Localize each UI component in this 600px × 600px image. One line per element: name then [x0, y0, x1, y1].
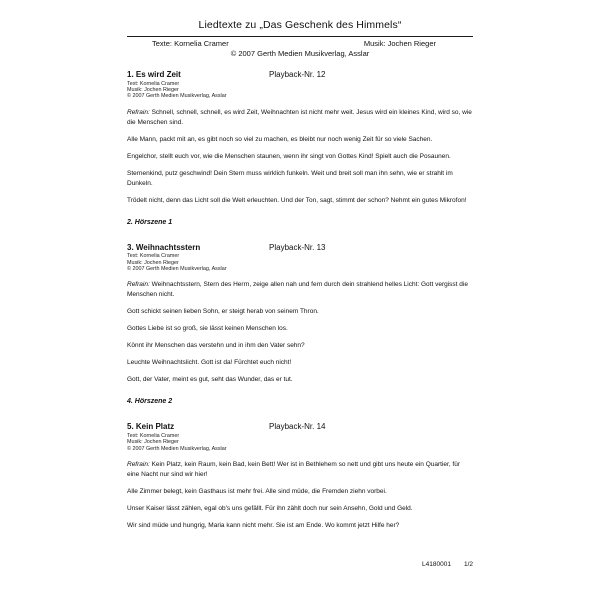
song-credit-line: Text: Kornelia Cramer — [127, 80, 180, 87]
song-lyrics — [127, 280, 473, 385]
playback-number: Playback-Nr. 14 — [269, 422, 326, 432]
refrain-label: Refrain: — [127, 461, 152, 469]
song-lyrics — [127, 460, 473, 531]
lyric-paragraph: Alle Zimmer belegt, kein Gasthaus ist mehr frei. Alle sind müde, die Fremden ziehn vorbei. — [127, 488, 387, 496]
lyric-paragraph: Alle Mann, packt mit an, es gibt noch so viel zu machen, es bleibt nur noch wenig Zeit für so viele Sachen. — [127, 135, 433, 143]
lyric-paragraph: Engelchor, stellt euch vor, wie die Menschen staunen, wenn ihr singt von Gottes Kind! Spielt auch die Posaunen. — [127, 152, 451, 160]
lyric-paragraph: Refrain: Weihnachtsstern, Stern des Herrn, zeige allen nah und fern durch dein strahlend helles Licht: Gott vergisst die Menschen nicht. — [127, 281, 468, 299]
song-title: 1. Es wird Zeit — [127, 70, 181, 79]
lyric-paragraph: Könnt ihr Menschen das verstehn und in ihm den Vater sehn? — [127, 342, 305, 350]
scene-heading: 2. Hörszene 1 — [127, 218, 173, 226]
song-credit-line: Musik: Jochen Rieger — [127, 439, 179, 446]
header-credits-row — [127, 37, 473, 48]
document-title: Liedtexte zu „Das Geschenk des Himmels“ — [198, 19, 402, 31]
song-credit-line: Text: Kornelia Cramer — [127, 432, 180, 439]
refrain-label: Refrain: — [127, 108, 152, 116]
lyric-paragraph: Gott schickt seinen lieben Sohn, er steigt herab von seinem Thron. — [127, 308, 319, 316]
refrain-label: Refrain: — [127, 281, 152, 289]
lyric-paragraph: Gottes Liebe ist so groß, sie lässt keinen Menschen los. — [127, 325, 288, 333]
page-footer — [422, 561, 473, 568]
song-lyrics — [127, 108, 473, 206]
song-heading — [127, 422, 473, 431]
playback-number: Playback-Nr. 13 — [269, 242, 326, 252]
lyric-paragraph: Leuchte Weihnachtslicht. Gott ist da! Fürchtet euch nicht! — [127, 359, 292, 367]
header-copyright: © 2007 Gerth Medien Musikverlag, Asslar — [230, 49, 370, 58]
lyric-paragraph: Refrain: Kein Platz, kein Raum, kein Bad, kein Bett! Wer ist in Bethlehem so nett und gibt uns heute ein Quartier, für eine Nacht nur sind wir hier! — [127, 461, 461, 479]
song-section — [127, 70, 473, 206]
song-heading — [127, 243, 473, 252]
song-credit-line: © 2007 Gerth Medien Musikverlag, Asslar — [127, 93, 227, 100]
song-credit-line: © 2007 Gerth Medien Musikverlag, Asslar — [127, 266, 227, 273]
lyric-paragraph: Gott, der Vater, meint es gut, seht das Wunder, das er tut. — [127, 376, 293, 384]
song-credit-line: © 2007 Gerth Medien Musikverlag, Asslar — [127, 445, 227, 452]
lyric-paragraph: Wir sind müde und hungrig, Maria kann nicht mehr. Sie ist am Ende. Wo kommt jetzt Hilfe her? — [127, 522, 400, 530]
header-texte-credit: Texte: Kornelia Cramer — [152, 39, 229, 48]
song-credits — [127, 81, 473, 100]
lyric-paragraph: Sternenkind, putz geschwind! Dein Stern muss wirklich funkeln. Weit und breit soll man ihn sehn, wie er strahlt im Dunkeln. — [127, 169, 453, 187]
song-credit-line: Text: Kornelia Cramer — [127, 253, 180, 260]
song-credit-line: Musik: Jochen Rieger — [127, 86, 179, 93]
song-heading — [127, 70, 473, 79]
scene-heading: 4. Hörszene 2 — [127, 398, 173, 406]
song-title: 5. Kein Platz — [127, 422, 175, 432]
song-credits — [127, 253, 473, 272]
playback-number: Playback-Nr. 12 — [269, 70, 326, 79]
lyric-paragraph: Trödelt nicht, denn das Licht soll die Welt erleuchten. Und der Ton, sagt, stimmt der schon? Nehmt ein gutes Mikrofon! — [127, 196, 467, 204]
footer-catalog-code: L4180001 — [422, 561, 451, 568]
song-section — [127, 422, 473, 531]
sections — [127, 70, 473, 531]
footer-page-number: 1/2 — [463, 561, 473, 568]
song-credit-line: Musik: Jochen Rieger — [127, 259, 179, 266]
lyric-paragraph: Unser Kaiser lässt zählen, egal ob's uns gefällt. Für ihn zählt doch nur sein Ansehn, Gold und Geld. — [127, 505, 413, 513]
lyric-paragraph: Refrain: Schnell, schnell, schnell, es wird Zeit, Weihnachten ist nicht mehr weit. Jesus wird ein kleines Kind, wird so, wie die Menschen sind. — [127, 108, 472, 126]
page-content — [127, 19, 473, 538]
song-section — [127, 243, 473, 386]
song-title: 3. Weihnachtsstern — [127, 242, 201, 252]
song-credits — [127, 433, 473, 452]
header-musik-credit: Musik: Jochen Rieger — [363, 39, 436, 48]
